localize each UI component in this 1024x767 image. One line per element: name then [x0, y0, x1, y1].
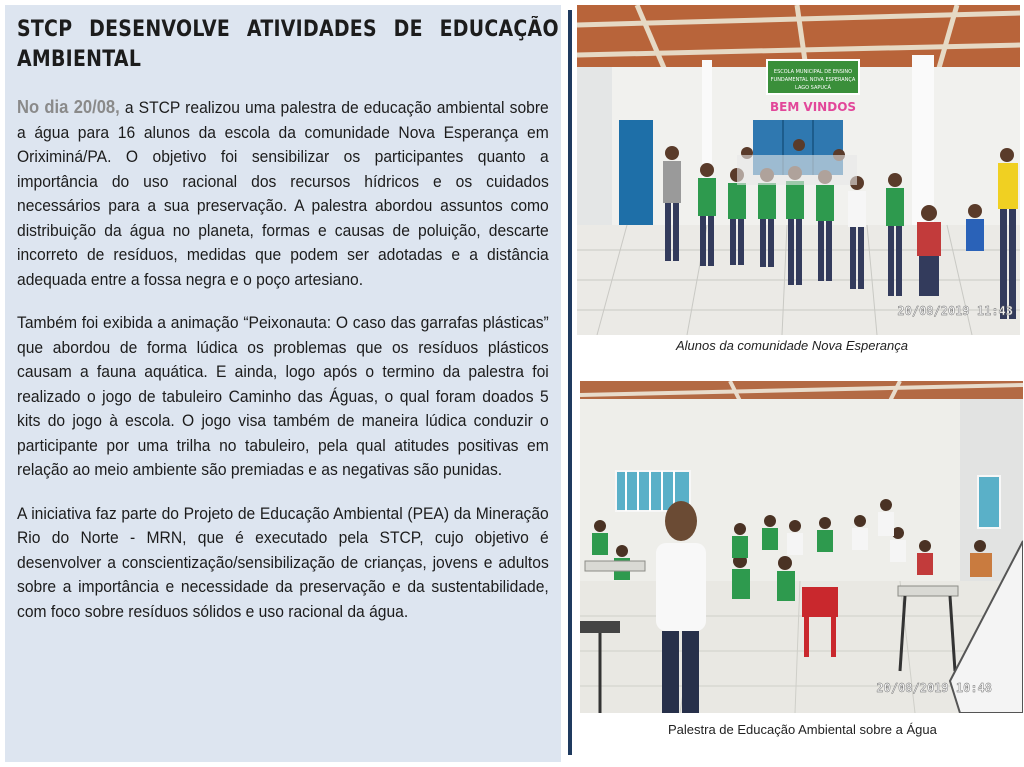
paragraph-3: A iniciativa faz parte do Projeto de Educação Ambiental (PEA) da Mineração Rio do Norte - MRN, que é executado pela STCP, cujo objetivo é desenvolver a conscientização/sensibilização de crianças, jovens e adultos sobre a importância e necessidade da preservação e da sustentabilidade, com foco sobre resíduos sólidos e uso racional da água.	[17, 503, 549, 621]
photo-lecture	[580, 381, 1023, 713]
welcome-banner: BEM VINDOS	[769, 100, 857, 114]
paragraph-2: Também foi exibida a animação “Peixonauta: O caso das garrafas plásticas” que abordou de forma lúdica os problemas que os resíduos plásticos causam a fauna aquática. E ainda, logo após o termino da palestra foi realizado o jogo de tabuleiro Caminho das Águas, o qual foram doados 5 kits do jogo à escola. O jogo visa também de maneira lúdica conduzir o participante por uma trilha no tabuleiro, pela qual atitudes positivas em relação ao meio ambiente são premiadas e as negativas são punidas.	[17, 313, 549, 479]
school-sign-line2: FUNDAMENTAL NOVA ESPERANÇA	[770, 77, 856, 83]
lead-date: No dia 20/08,	[17, 97, 120, 117]
caption-lecture: Palestra de Educação Ambiental sobre a Água	[668, 722, 937, 737]
paragraph-1	[17, 95, 549, 292]
photo-students-scene	[577, 5, 1020, 335]
article-title: STCP DESENVOLVE ATIVIDADES DE EDUCAÇÃO AMBIENTAL	[17, 17, 559, 72]
photo-lecture-scene	[580, 381, 1023, 713]
column-divider	[568, 10, 572, 755]
paragraph-1-text: a STCP realizou uma palestra de educação ambiental sobre a água para 16 alunos da escola da comunidade Nova Esperança em Oriximiná/PA. O objetivo foi sensibilizar os participantes quanto a importância do uso racional dos recursos hídricos e os cuidados necessários para a sua preservação. A palestra abordou assuntos como distribuição da água no planeta, formas e causas de poluição, descarte incorreto de resíduos, medidas que podem ser adotadas e a distância adequada entre a fossa negra e o poço artesiano.	[17, 98, 549, 289]
photo-lecture-timestamp: 20/08/2019 10:48	[876, 681, 992, 695]
school-sign-line3: LAGO SAPUCÁ	[795, 85, 831, 91]
caption-students: Alunos da comunidade Nova Esperança	[676, 338, 908, 353]
article-panel	[5, 5, 561, 762]
school-sign-line1: ESCOLA MUNICIPAL DE ENSINO	[773, 69, 853, 75]
photo-students	[577, 5, 1020, 335]
photo-students-timestamp: 20/08/2019 11:43	[897, 304, 1013, 318]
